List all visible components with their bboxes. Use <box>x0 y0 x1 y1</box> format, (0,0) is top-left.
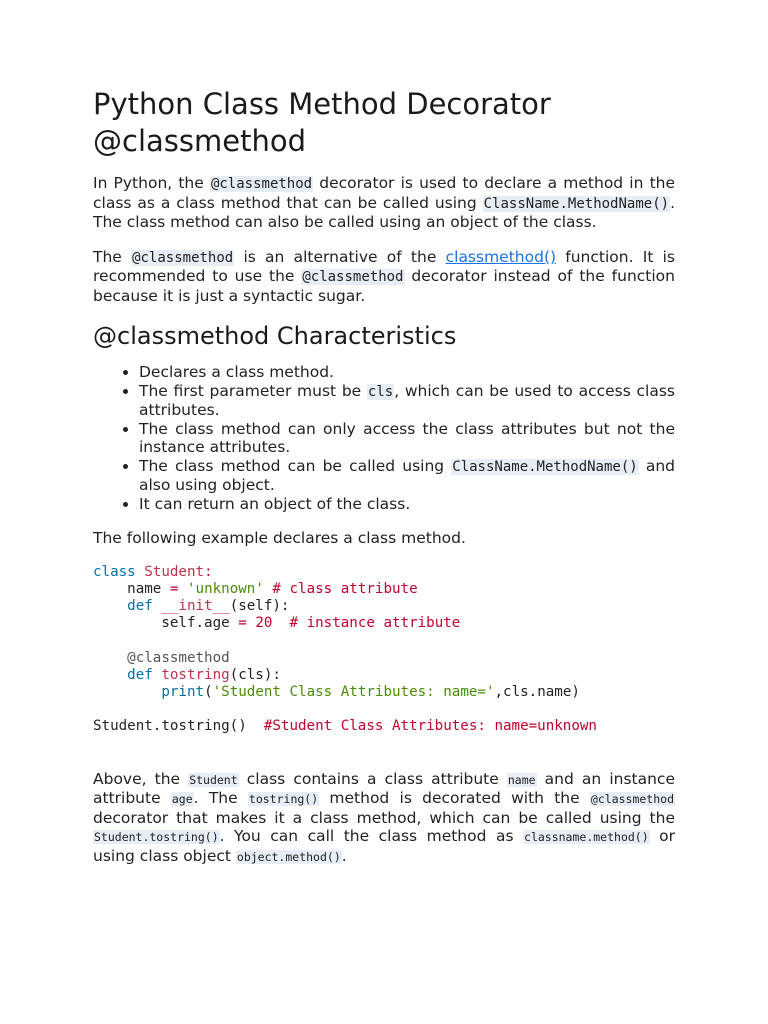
inline-code: Student.tostring() <box>94 830 219 845</box>
inline-code: cls <box>367 383 394 400</box>
text: and also using object. <box>139 456 676 494</box>
text: In Python, the <box>93 174 210 192</box>
list-item <box>139 457 675 495</box>
code-args: (cls): <box>229 666 281 683</box>
list-item: • It can return an object of the class. <box>139 495 675 514</box>
text: . The <box>193 789 248 808</box>
text: or using class object <box>93 827 675 865</box>
list-item: • Declares a class method. <box>139 363 675 382</box>
text: . <box>341 846 347 865</box>
inline-code: object.method() <box>236 849 341 864</box>
text: is an alternative of the <box>234 247 446 266</box>
code-decorator: @classmethod <box>127 649 230 666</box>
inline-code: age <box>171 792 193 807</box>
code-args: ,cls.name) <box>494 683 580 700</box>
inline-code: @classmethod <box>210 176 313 192</box>
intro-paragraph-2 <box>93 248 675 306</box>
text: The <box>93 247 132 266</box>
text: method is decorated with the <box>319 789 590 808</box>
code-string: 'unknown' <box>186 580 264 597</box>
classmethod-function-link[interactable]: classmethod() <box>445 247 557 266</box>
list-item <box>139 382 675 420</box>
text: Above, the <box>93 769 189 788</box>
inline-code: @classmethod <box>132 249 234 266</box>
inline-code: @classmethod <box>590 792 675 807</box>
article <box>93 86 675 882</box>
text: The class method can be called using <box>139 456 452 475</box>
text: function. It is recommended to use the <box>93 247 676 285</box>
code-function-name: tostring <box>161 666 230 683</box>
text: decorator that makes it a class method, which can be called using the <box>93 808 675 827</box>
characteristics-list <box>93 363 675 513</box>
code-punct: : <box>204 563 213 580</box>
text: class contains a class attribute <box>238 769 507 788</box>
text: decorator instead of the function because it is just a syntactic sugar. <box>93 267 675 305</box>
code-keyword: def <box>127 597 153 614</box>
code-keyword: class <box>93 563 136 580</box>
inline-code: ClassName.MethodName() <box>483 195 670 212</box>
code-keyword: def <box>127 666 153 683</box>
text: and an instance attribute <box>93 769 675 808</box>
code-builtin: print <box>161 683 205 700</box>
inline-code: Student <box>189 772 238 787</box>
text: , which can be used to access class attributes. <box>139 381 675 419</box>
code-args: (self): <box>229 597 290 614</box>
code-block <box>93 564 675 736</box>
text: decorator is used to declare a method in the class as a class method that can be called using <box>93 174 675 212</box>
code-ident: self.age <box>161 615 230 632</box>
page-title: Python Class Method Decorator @classmethod <box>93 87 551 158</box>
inline-code: tostring() <box>248 792 319 807</box>
text: . You can call the class method as <box>219 827 524 846</box>
code-comment: # instance attribute <box>289 615 461 632</box>
inline-code: ClassName.MethodName() <box>452 458 638 475</box>
code-number: 20 <box>255 615 273 632</box>
code-op: = <box>169 580 179 597</box>
code-function-name: __init__ <box>161 597 230 614</box>
code-call: Student.tostring() <box>93 718 247 735</box>
code-comment: #Student Class Attributes: name=unknown <box>263 718 597 735</box>
list-item: • The class method can only access the class attributes but not the instance attributes. <box>139 420 675 457</box>
inline-code: classname.method() <box>524 830 649 845</box>
code-class-name: Student <box>144 563 205 580</box>
section-heading: @classmethod Characteristics <box>93 322 457 350</box>
intro-paragraph-1 <box>93 174 675 232</box>
code-punct: ( <box>204 683 213 700</box>
inline-code: name <box>507 772 536 787</box>
outro-paragraph <box>93 770 675 867</box>
example-intro: The following example declares a class method. <box>93 529 466 547</box>
inline-code: @classmethod <box>302 269 404 285</box>
text: The first parameter must be <box>139 381 367 400</box>
code-op: = <box>238 615 247 632</box>
text: . The class method can also be called using an object of the class. <box>93 193 675 231</box>
code-string: 'Student Class Attributes: name=' <box>212 683 495 700</box>
code-comment: # class attribute <box>272 580 418 597</box>
code-ident: name <box>127 580 162 597</box>
